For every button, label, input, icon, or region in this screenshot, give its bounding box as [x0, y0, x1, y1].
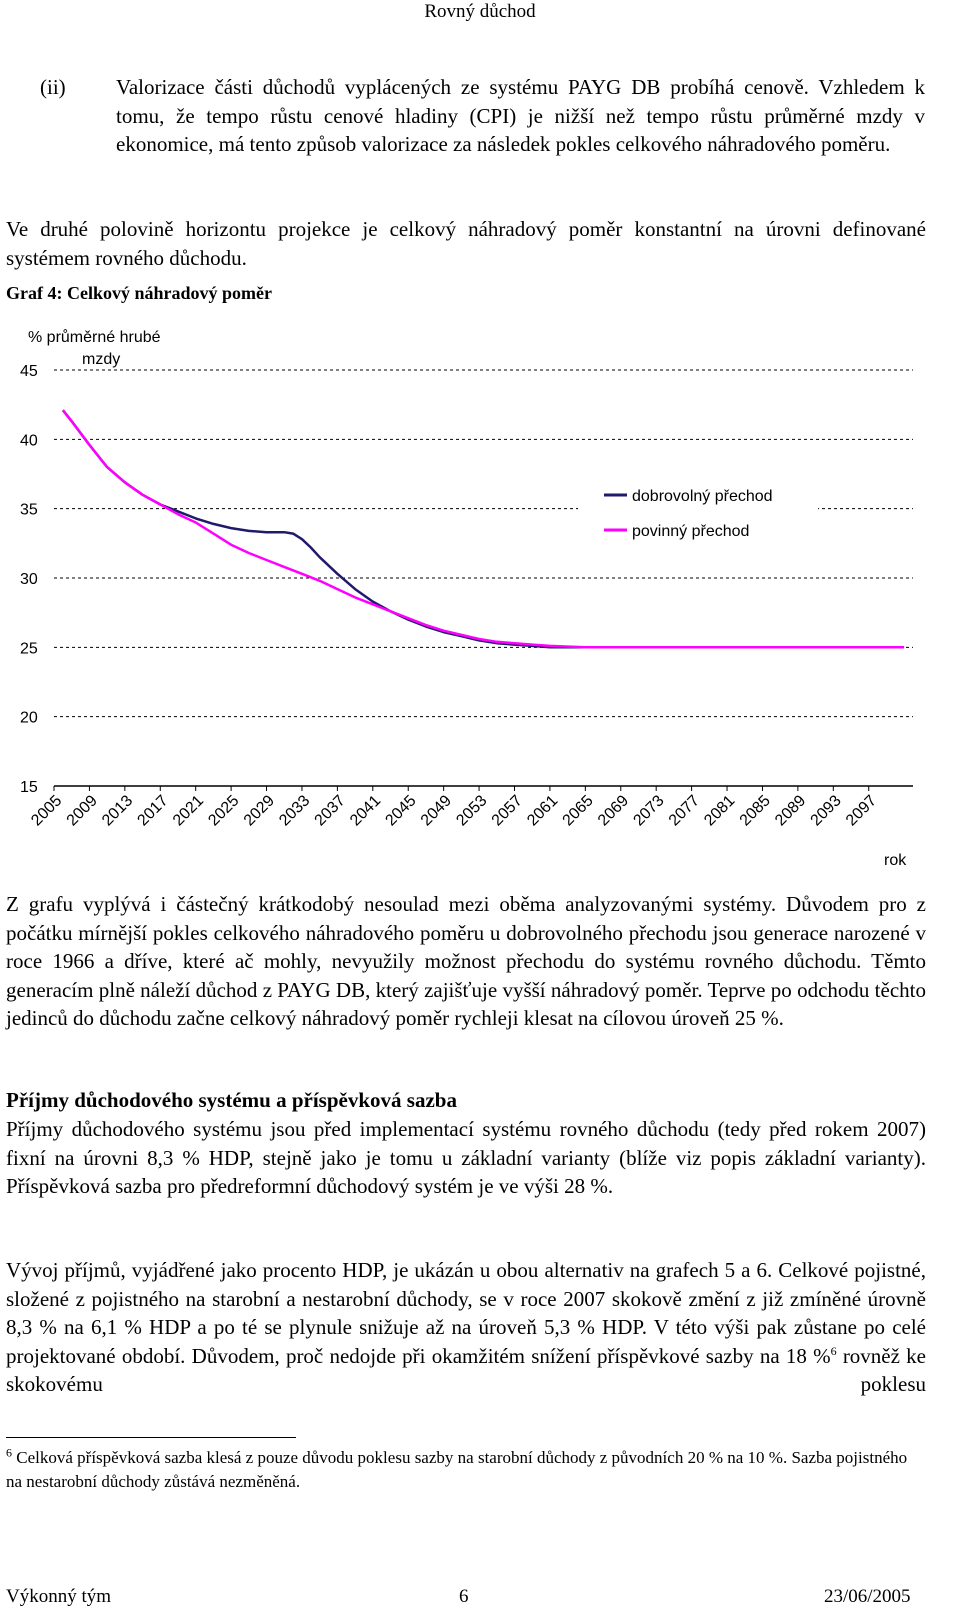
x-tick-label: 2069	[594, 792, 633, 830]
x-tick-label: 2009	[63, 792, 101, 830]
x-tick-label: 2025	[205, 792, 243, 830]
x-tick-label: 2029	[240, 792, 278, 830]
paragraph-2: Z grafu vyplývá i částečný krátkodobý nesoulad mezi oběma analyzovanými systémy. Důvodem pro z počátku mírnější pokles celkového náhradového poměru u dobrovolného přechodu jsou generace narozené v roce 1966 a dříve, které ač mohly, nevyužily možnost přechodu do systému rovného důchodu. Těmto generacím plně náleží důchod z PAYG DB, který zajišťuje vyšší náhradový poměr. Teprve po odchodu těchto jedinců do důchodu začne celkový náhradový poměr rychleji klesat na cílovou úroveň 25 %.	[6, 892, 926, 1030]
footnote	[6, 1446, 926, 1494]
y-tick-label: 45	[20, 363, 38, 380]
footnote-text: Celková příspěvková sazba klesá z pouze důvodu poklesu sazby na starobní důchody z původních 20 % na 10 %. Sazba pojistného na nestarobní důchody zůstává nezměněná.	[6, 1448, 908, 1491]
x-tick-label: 2053	[453, 792, 491, 830]
x-tick-label: 2061	[524, 792, 562, 830]
legend-label: dobrovolný přechod	[632, 488, 773, 505]
section-heading: Příjmy důchodového systému a příspěvková sazba	[6, 1088, 457, 1112]
y-tick-label: 25	[20, 640, 38, 658]
x-tick-label: 2021	[169, 792, 208, 830]
running-header: Rovný důchod	[424, 1, 536, 22]
footnote-number: 6	[6, 1445, 12, 1460]
figure-caption: Graf 4: Celkový náhradový poměr	[6, 283, 272, 303]
footnote-reference: 6	[830, 1343, 837, 1358]
paragraph-3: Příjmy důchodového systému jsou před implementací systému rovného důchodu (tedy před rokem 2007) fixní na úrovni 8,3 % HDP, stejně jako je tomu u základní varianty (blíže viz popis základní varianty). Příspěvková sazba pro předreformní důchodový systém je ve výši 28 %.	[6, 1117, 926, 1198]
line-chart	[0, 318, 940, 888]
x-tick-label: 2097	[842, 792, 881, 830]
y-axis-label: % průměrné hrubé	[28, 329, 161, 346]
y-tick-label: 30	[20, 571, 38, 588]
x-tick-label: 2041	[347, 792, 385, 830]
paragraph-4-end: rovněž ke skokovému poklesu	[6, 1343, 926, 1396]
y-tick-label: 40	[20, 432, 38, 450]
x-tick-label: 2089	[772, 792, 810, 830]
series-line-1	[63, 410, 656, 647]
paragraph-4-text: Vývoj příjmů, vyjádřené jako procento HDP, je ukázán u obou alternativ na grafech 5 a 6. Celkové pojistné, složené z pojistného na starobní a nestarobní důchody, se v roce 2007 skokově změní z již zmíněné úrovně 8,3 % na 6,1 % HDP a po té se plynule snižuje až na úroveň 5,3 % HDP. V této výši pak zůstane po celé projektované období. Důvodem, proč nedojde při okamžitém snížení příspěvkové sazby na 18 %	[6, 1258, 926, 1368]
list-item-text: Valorizace části důchodů vyplácených ze systému PAYG DB probíhá cenově. Vzhledem k tomu, že tempo růstu cenové hladiny (CPI) je nižší než tempo růstu průměrné mzdy v ekonomice, má tento způsob valorizace za následek pokles celkového náhradového poměru.	[116, 75, 925, 156]
y-tick-label: 15	[20, 779, 38, 796]
x-tick-label: 2037	[311, 792, 349, 830]
x-tick-label: 2065	[559, 792, 597, 830]
x-tick-label: 2045	[382, 792, 420, 830]
x-tick-label: 2033	[276, 792, 314, 830]
paragraph-1: Ve druhé polovině horizontu projekce je celkový náhradový poměr konstantní na úrovni definované systémem rovného důchodu.	[6, 217, 926, 270]
x-tick-label: 2085	[736, 792, 774, 830]
x-tick-label: 2049	[417, 792, 456, 830]
x-axis-label: rok	[884, 852, 907, 869]
y-tick-label: 35	[20, 501, 38, 519]
footer-date: 23/06/2005	[824, 1586, 911, 1607]
x-tick-label: 2077	[665, 792, 704, 830]
x-tick-label: 2081	[701, 792, 739, 830]
footnote-rule	[6, 1437, 296, 1438]
x-tick-label: 2057	[488, 792, 526, 830]
x-tick-label: 2093	[807, 792, 845, 830]
x-tick-label: 2005	[28, 792, 66, 830]
list-item-marker: (ii)	[40, 75, 66, 99]
page-number: 6	[459, 1586, 469, 1607]
footer-left: Výkonný tým	[6, 1586, 112, 1607]
x-tick-label: 2073	[630, 792, 668, 830]
x-tick-label: 2017	[134, 792, 172, 830]
legend-label: povinný přechod	[632, 523, 750, 540]
y-tick-label: 20	[20, 709, 38, 727]
y-axis-label-continued: mzdy	[82, 351, 121, 368]
x-tick-label: 2013	[99, 792, 137, 830]
paragraph-4	[6, 1256, 926, 1399]
